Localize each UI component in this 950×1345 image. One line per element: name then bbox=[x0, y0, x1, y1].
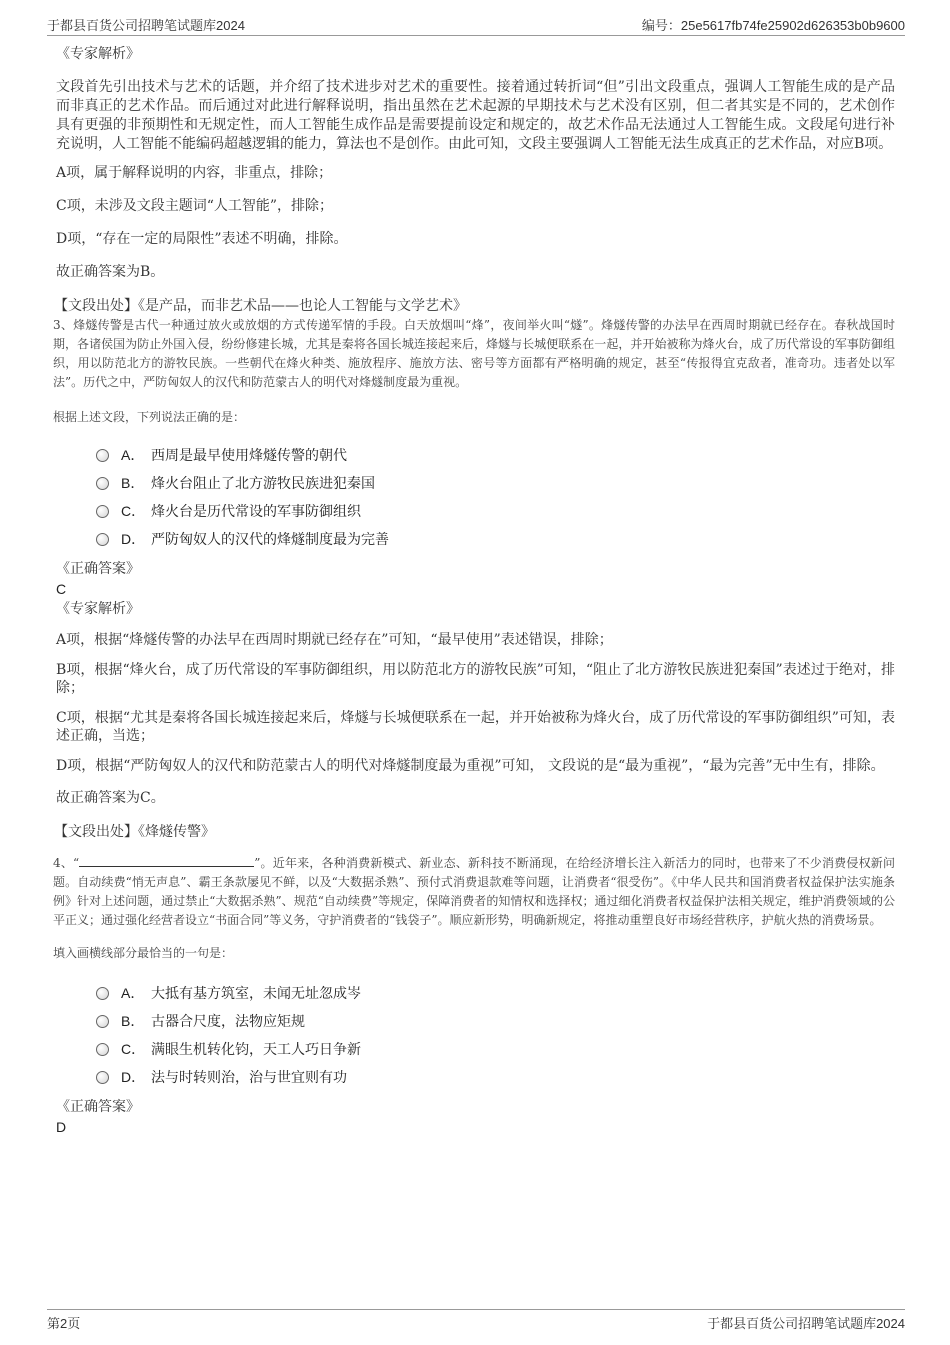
q4-options bbox=[96, 979, 895, 1091]
q3-prompt: 根据上述文段，下列说法正确的是： bbox=[53, 410, 246, 424]
option-text: 法与时转则治，治与世宜则有功 bbox=[151, 1070, 347, 1086]
option-text: 大抵有基方筑室，未闻无址忽成岑 bbox=[151, 986, 361, 1002]
radio-icon[interactable] bbox=[96, 449, 109, 462]
q4-passage bbox=[53, 854, 895, 930]
radio-icon[interactable] bbox=[96, 477, 109, 490]
q3-passage: 3、烽燧传警是古代一种通过放火或放烟的方式传递军情的手段。白天放烟叫“烽”，夜间举火叫“燧”。烽燧传警的办法早在西周时期就已经存在。春秋战国时期，各诸侯国为防止外国入侵，纷纷修建长城，尤其是秦将各国长城连接起来后，烽燧与长城便联系在一起，并开始被称为烽火台，成了历代常设的军事防御组织，用以防范北方的游牧民族。一些朝代在烽火种类、施放程序、施放方法、密号等方面都有严格明确的规定，甚至“传报得宜克敌者，准奇功。违者处以军法”。历代之中，严防匈奴人的汉代和防范蒙古人的明代对烽燧制度最为重视。 bbox=[53, 318, 895, 389]
option-letter: B． bbox=[121, 475, 145, 491]
prev-analysis-text: 文段首先引出技术与艺术的话题，并介绍了技术进步对艺术的重要性。接着通过转折词“但”引出文段重点，强调人工智能生成的是产品而非真正的艺术作品。而后通过对此进行解释说明，指出虽然在艺术起源的早期技术与艺术没有区别，但二者其实是不同的，艺术创作具有更强的非预期性和无规定性，而人工智能生成作品是需要提前设定和规定的，故艺术作品无法通过人工智能生成。文段尾句进行补充说明，人工智能不能编码超越逻辑的能力，算法也不是创作。由此可知，文段主要强调人工智能无法生成真正的艺术作品，对应B项。 bbox=[56, 79, 895, 152]
q4-option-c[interactable] bbox=[96, 1035, 895, 1063]
q3-option-b[interactable] bbox=[96, 469, 895, 497]
option-text: 古器合尺度，法物应矩规 bbox=[151, 1014, 305, 1030]
header-serial: 编号：25e5617fb74fe25902d626353b0b9600 bbox=[641, 18, 905, 33]
q3-note-a: A项，根据“烽燧传警的办法早在西周时期就已经存在”可知，“最早使用”表述错误，排除； bbox=[56, 632, 613, 648]
prev-source: 【文段出处】《是产品，而非艺术品——也论人工智能与文学艺术》 bbox=[54, 298, 467, 314]
radio-icon[interactable] bbox=[96, 1071, 109, 1084]
fill-blank bbox=[79, 854, 254, 867]
q4-answer-label: 《正确答案》 bbox=[56, 1099, 140, 1115]
radio-icon[interactable] bbox=[96, 533, 109, 546]
q3-option-c[interactable] bbox=[96, 497, 895, 525]
option-text: 烽火台是历代常设的军事防御组织 bbox=[151, 504, 361, 520]
q3-analysis-label: 《专家解析》 bbox=[56, 601, 140, 617]
prev-note-a: A项，属于解释说明的内容，非重点，排除； bbox=[56, 165, 333, 181]
q3-source: 【文段出处】《烽燧传警》 bbox=[54, 824, 215, 840]
q3-answer-label: 《正确答案》 bbox=[56, 561, 140, 577]
option-text: 西周是最早使用烽燧传警的朝代 bbox=[151, 448, 347, 464]
option-letter: C． bbox=[121, 503, 146, 519]
q3-note-d: D项，根据“严防匈奴人的汉代和防范蒙古人的明代对烽燧制度最为重视”可知， 文段说的是“最为重视”，“最为完善”无中生有，排除。 bbox=[56, 758, 885, 774]
option-letter: A． bbox=[121, 985, 145, 1001]
option-letter: C． bbox=[121, 1041, 146, 1057]
footer-divider bbox=[47, 1309, 905, 1310]
option-letter: B． bbox=[121, 1013, 145, 1029]
option-text: 严防匈奴人的汉代的烽燧制度最为完善 bbox=[151, 532, 389, 548]
header-title: 于都县百货公司招聘笔试题库2024 bbox=[47, 18, 245, 33]
radio-icon[interactable] bbox=[96, 987, 109, 1000]
q3-option-a[interactable] bbox=[96, 441, 895, 469]
q4-option-a[interactable] bbox=[96, 979, 895, 1007]
q4-passage-text: ”。近年来，各种消费新模式、新业态、新科技不断涌现，在给经济增长注入新活力的同时，也带来了不少消费侵权新问题。自动续费“悄无声息”、霸王条款屡见不鲜，以及“大数据杀熟”、预付式消费退款难等问题，让消费者“很受伤”。《中华人民共和国消费者权益保护法实施条例》针对上述问题，通过禁止“大数据杀熟”、规范“自动续费”等规定，保障消费者的知情权和选择权；通过细化消费者权益保护法相关规定，维护消费领域的公平正义；通过强化经营者设立“书面合同”等义务，守护消费者的“钱袋子”。顺应新形势，明确新规定，将推动重塑良好市场经营秩序，护航火热的消费场景。 bbox=[53, 856, 895, 927]
q4-answer: D bbox=[56, 1119, 67, 1135]
radio-icon[interactable] bbox=[96, 1015, 109, 1028]
footer-title: 于都县百货公司招聘笔试题库2024 bbox=[707, 1316, 905, 1331]
prev-note-d: D项，“存在一定的局限性”表述不明确，排除。 bbox=[56, 231, 348, 247]
q3-options bbox=[96, 441, 895, 553]
q3-note-b: B项，根据“烽火台，成了历代常设的军事防御组织，用以防范北方的游牧民族”可知，“阻止了北方游牧民族进犯秦国”表述过于绝对，排除； bbox=[56, 662, 895, 696]
option-text: 满眼生机转化钧，天工人巧日争新 bbox=[151, 1042, 361, 1058]
q4-prompt: 填入画横线部分最恰当的一句是： bbox=[53, 946, 234, 960]
page-header bbox=[47, 15, 905, 33]
option-letter: D． bbox=[121, 531, 146, 547]
radio-icon[interactable] bbox=[96, 505, 109, 518]
q3-answer: C bbox=[56, 581, 67, 597]
q3-note-c: C项，根据“尤其是秦将各国长城连接起来后，烽燧与长城便联系在一起，并开始被称为烽火台，成了历代常设的军事防御组织”可知，表述正确，当选； bbox=[56, 710, 895, 744]
prev-analysis-label: 《专家解析》 bbox=[56, 46, 140, 62]
option-text: 烽火台阻止了北方游牧民族进犯秦国 bbox=[151, 476, 375, 492]
prev-conclusion: 故正确答案为B。 bbox=[56, 264, 165, 280]
prev-note-c: C项，未涉及文段主题词“人工智能”，排除； bbox=[56, 198, 334, 214]
page-footer bbox=[47, 1313, 905, 1332]
q4-option-d[interactable] bbox=[96, 1063, 895, 1091]
q3-option-d[interactable] bbox=[96, 525, 895, 553]
q3-conclusion: 故正确答案为C。 bbox=[56, 790, 165, 806]
page-content bbox=[53, 44, 895, 1137]
header-divider bbox=[47, 35, 905, 36]
q4-number: 4、“ bbox=[53, 856, 80, 870]
q4-option-b[interactable] bbox=[96, 1007, 895, 1035]
option-letter: A． bbox=[121, 447, 145, 463]
option-letter: D． bbox=[121, 1069, 146, 1085]
radio-icon[interactable] bbox=[96, 1043, 109, 1056]
page-number: 第2页 bbox=[47, 1316, 81, 1331]
